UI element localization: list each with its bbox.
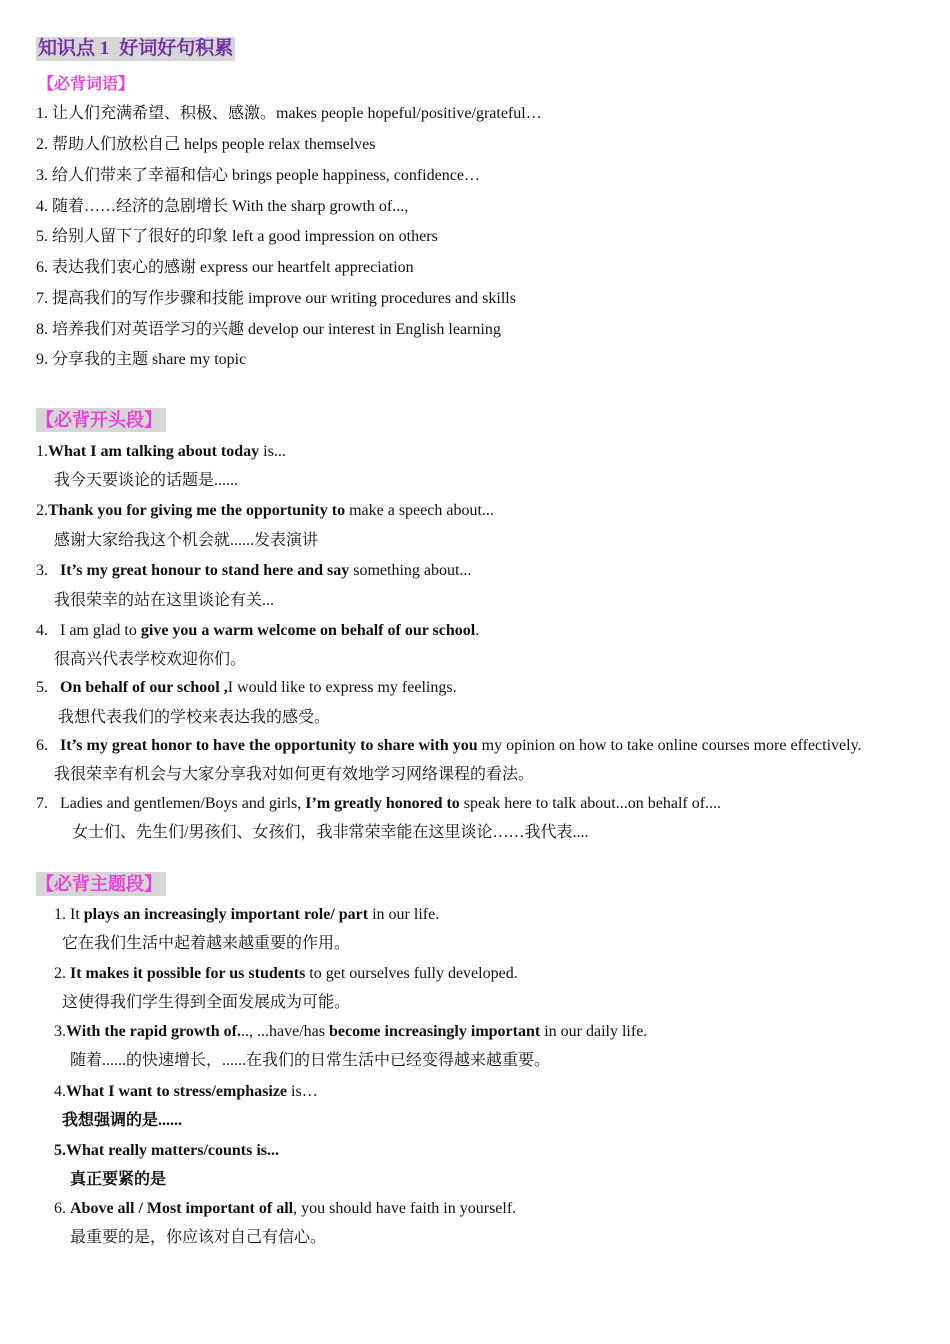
opening-item-6-cn: 我很荣幸有机会与大家分享我对如何更有效地学习网络课程的看法。 <box>54 766 535 783</box>
theme-item-5-cn: 真正要紧的是 <box>70 1171 167 1188</box>
opening-item-2: 2.Thank you for giving me the opportunity to make a speech about... <box>36 502 494 519</box>
title-label: 知识点 1 <box>38 38 110 59</box>
vocab-item: 7. 提高我们的写作步骤和技能 improve our writing procedures and skills <box>36 290 516 307</box>
vocab-item: 2. 帮助人们放松自己 helps people relax themselves <box>36 136 376 153</box>
opening-item-3-cn: 我很荣幸的站在这里谈论有关... <box>54 592 275 609</box>
opening-item-3: 3. It’s my great honour to stand here and say something about... <box>36 562 472 579</box>
section-title <box>36 37 235 61</box>
theme-item-6: 6. Above all / Most important of all, you should have faith in yourself. <box>54 1200 517 1217</box>
vocab-item: 3. 给人们带来了幸福和信心 brings people happiness, confidence… <box>36 167 480 184</box>
vocab-heading: 【必背词语】 <box>38 76 135 93</box>
opening-item-6: 6. It’s my great honor to have the opportunity to share with you my opinion on how to take online courses more effectively. <box>36 737 862 754</box>
opening-item-7: 7. Ladies and gentlemen/Boys and girls, I’m greatly honored to speak here to talk about...on behalf of.... <box>36 795 722 812</box>
opening-heading: 【必背开头段】 <box>36 408 166 432</box>
vocab-item: 9. 分享我的主题 share my topic <box>36 351 247 368</box>
opening-item-1-cn: 我今天要谈论的话题是...... <box>54 472 239 489</box>
theme-item-4-cn: 我想强调的是...... <box>62 1112 183 1129</box>
theme-heading: 【必背主题段】 <box>36 872 166 896</box>
title-text: 好词好句积累 <box>119 38 234 59</box>
theme-item-1-cn: 它在我们生活中起着越来越重要的作用。 <box>62 935 351 952</box>
opening-item-2-cn: 感谢大家给我这个机会就......发表演讲 <box>54 532 319 549</box>
theme-item-2: 2. It makes it possible for us students to get ourselves fully developed. <box>54 965 518 982</box>
theme-item-5: 5.What really matters/counts is... <box>54 1142 280 1159</box>
vocab-item: 8. 培养我们对英语学习的兴趣 develop our interest in English learning <box>36 321 501 338</box>
opening-item-1: 1.What I am talking about today is... <box>36 443 286 460</box>
theme-item-1: 1. It plays an increasingly important role/ part in our life. <box>54 906 440 923</box>
opening-item-4: 4. I am glad to give you a warm welcome on behalf of our school. <box>36 622 480 639</box>
opening-item-5: 5. On behalf of our school ,I would like to express my feelings. <box>36 679 457 696</box>
theme-item-2-cn: 这使得我们学生得到全面发展成为可能。 <box>62 994 351 1011</box>
vocab-item: 1. 让人们充满希望、积极、感激。makes people hopeful/positive/grateful… <box>36 105 542 122</box>
theme-item-4: 4.What I want to stress/emphasize is… <box>54 1083 318 1100</box>
opening-item-4-cn: 很高兴代表学校欢迎你们。 <box>54 651 247 668</box>
theme-item-3: 3.With the rapid growth of..., ...have/has become increasingly important in our daily life. <box>54 1023 648 1040</box>
opening-item-5-cn: 我想代表我们的学校来表达我的感受。 <box>58 709 331 726</box>
theme-item-3-cn: 随着......的快速增长，......在我们的日常生活中已经变得越来越重要。 <box>70 1052 551 1069</box>
opening-item-7-cn: 女士们、先生们/男孩们、女孩们，我非常荣幸能在这里谈论……我代表.... <box>72 824 589 841</box>
vocab-item: 4. 随着……经济的急剧增长 With the sharp growth of..., <box>36 198 409 215</box>
theme-item-6-cn: 最重要的是，你应该对自己有信心。 <box>70 1229 327 1246</box>
vocab-item: 6. 表达我们衷心的感谢 express our heartfelt appreciation <box>36 259 414 276</box>
vocab-item: 5. 给别人留下了很好的印象 left a good impression on others <box>36 228 438 245</box>
